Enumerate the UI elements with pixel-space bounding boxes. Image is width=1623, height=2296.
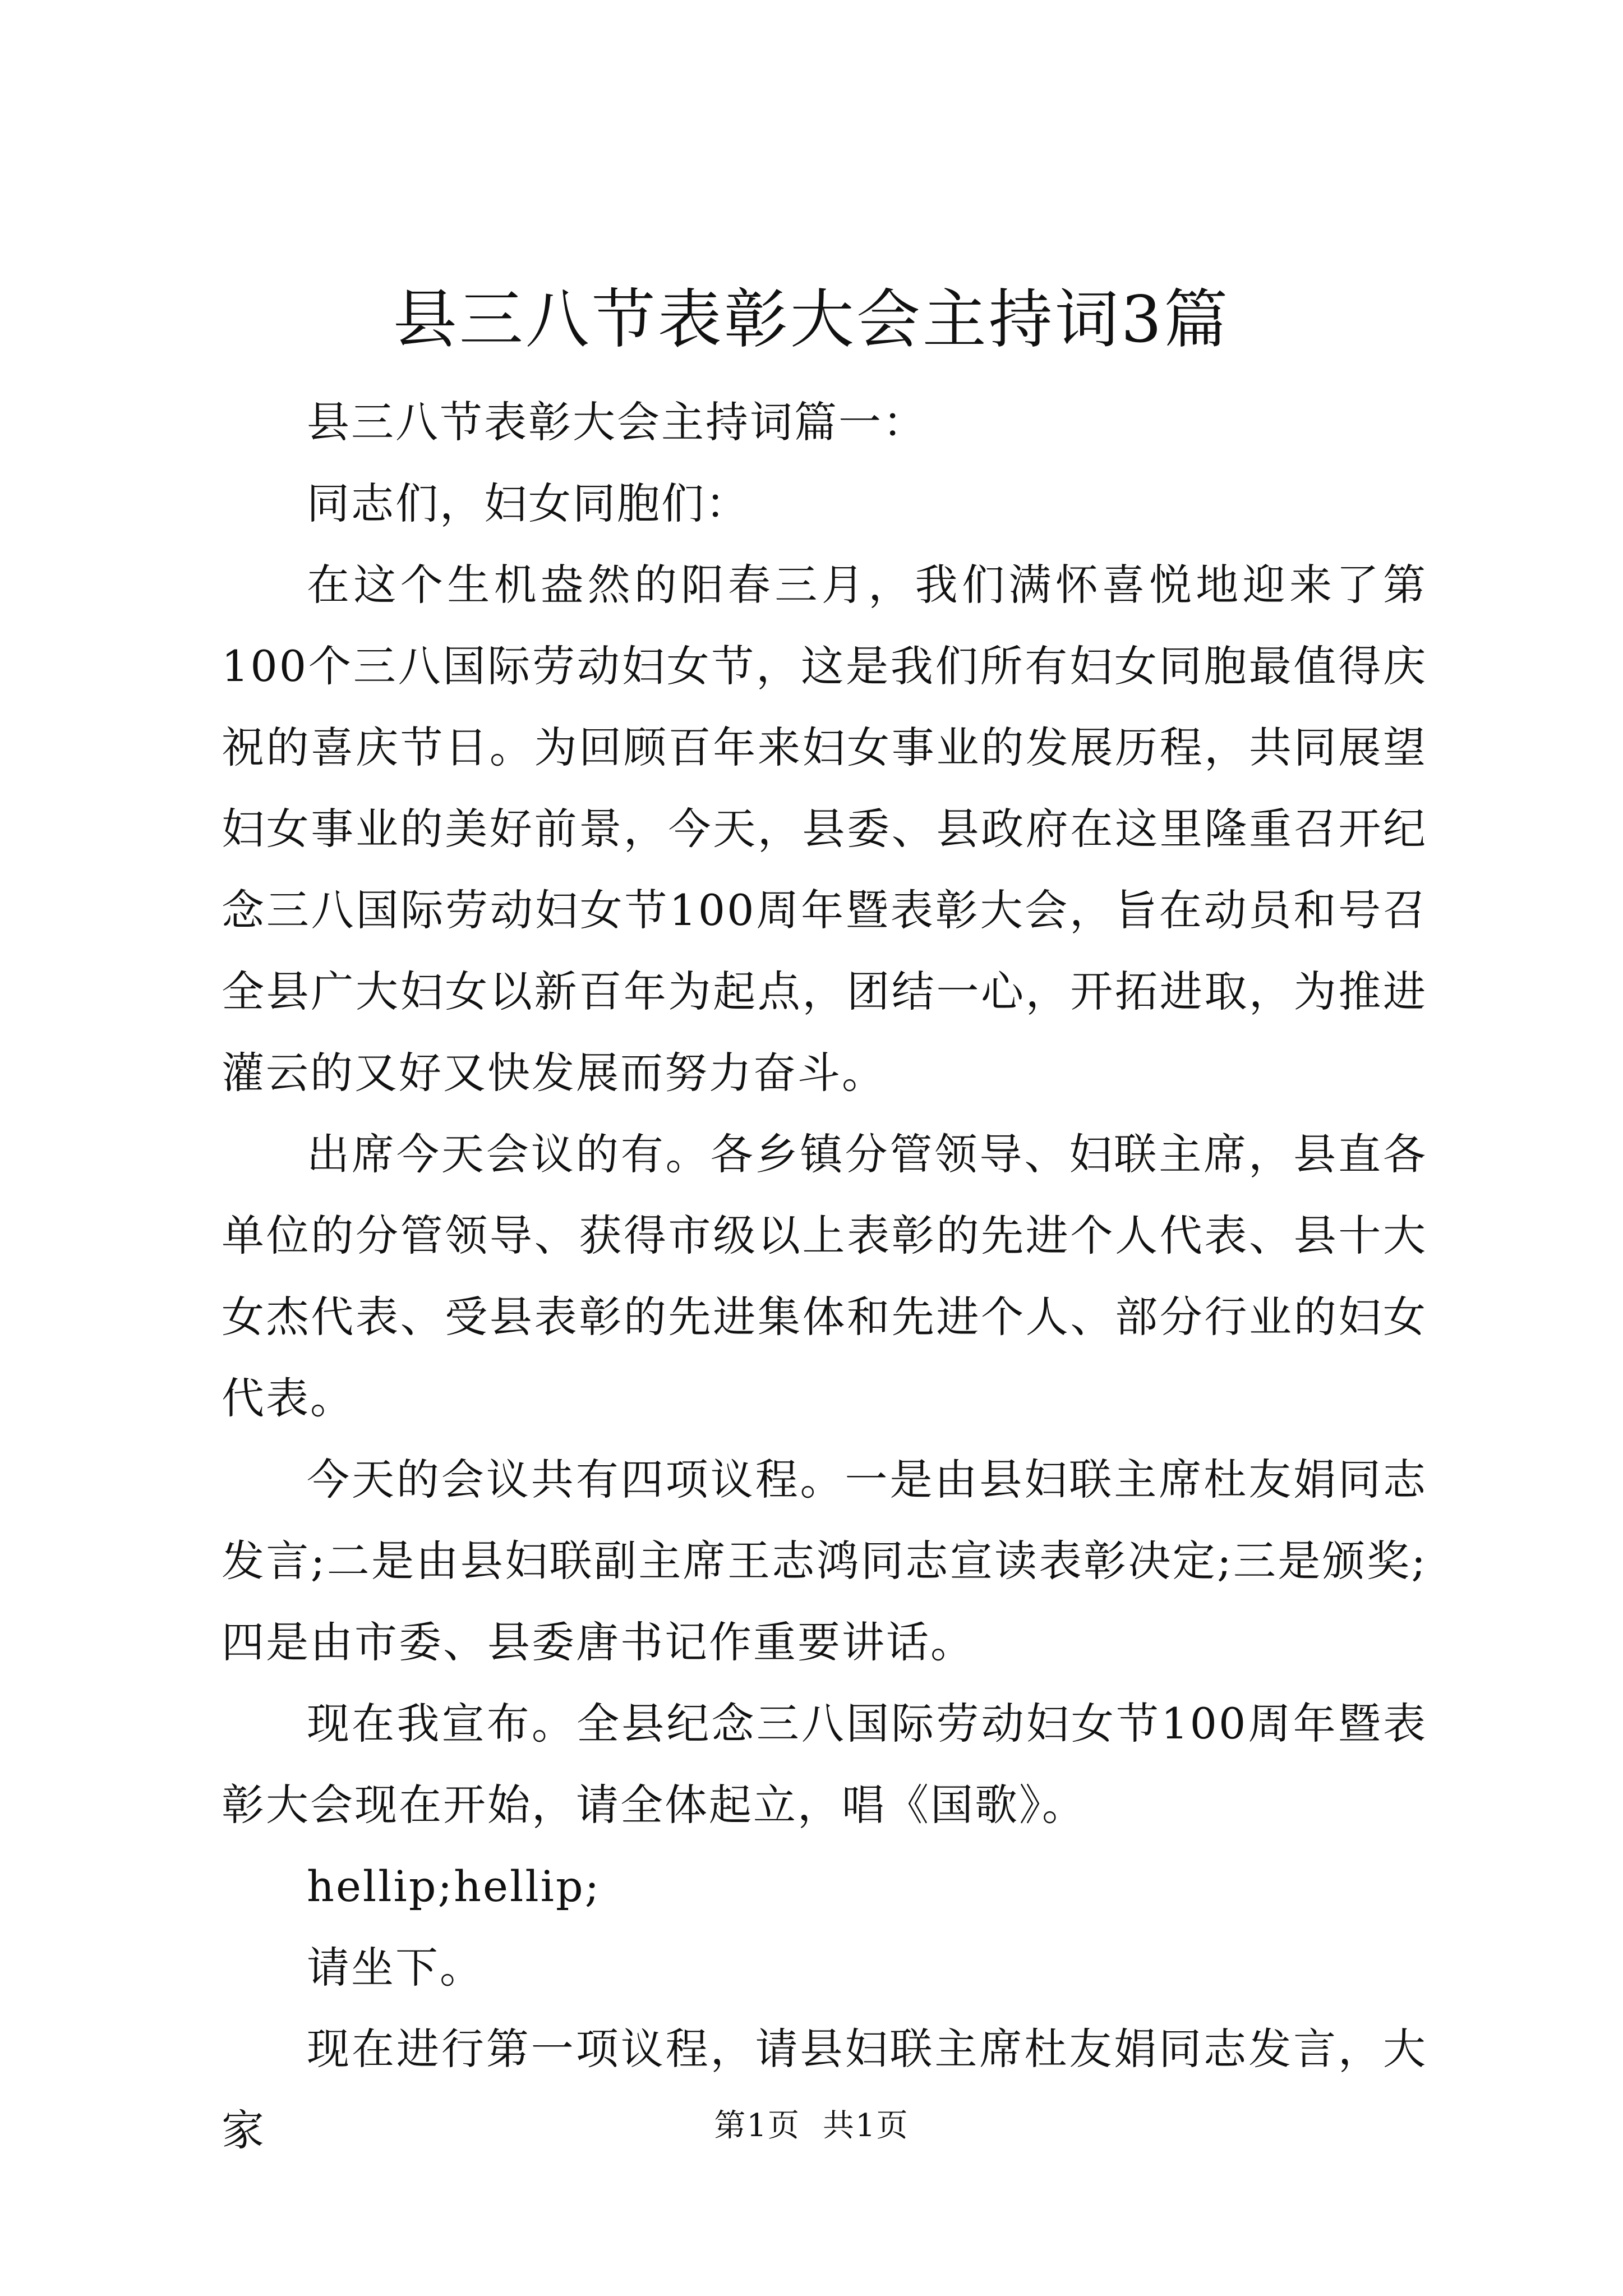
- paragraph-heading: 县三八节表彰大会主持词篇一：: [307, 397, 927, 447]
- paragraph-attendees: 出席今天会议的有。各乡镇分管领导、妇联主席，县直各单位的分管领导、获得市级以上表彰的先进个人代表、县十大女杰代表、受县表彰的先进集体和先进个人、部分行业的妇女代表。: [222, 1129, 1427, 1423]
- paragraph-agenda: 今天的会议共有四项议程。一是由县妇联主席杜友娟同志发言;二是由县妇联副主席王志鸿同志宣读表彰决定;三是颁奖;四是由市委、县委唐书记作重要讲话。: [222, 1455, 1427, 1667]
- paragraph-first-item: 现在进行第一项议程，请县妇联主席杜友娟同志发言，大家: [222, 2024, 1427, 2155]
- document-body: [222, 381, 1427, 2171]
- page-number-total: 共1页: [823, 2108, 909, 2144]
- paragraph-announcement: 现在我宣布。全县纪念三八国际劳动妇女节100周年暨表彰大会现在开始，请全体起立，唱《国歌》。: [222, 1699, 1427, 1830]
- page-footer: [0, 2104, 1623, 2148]
- document-title: 县三八节表彰大会主持词3篇: [393, 282, 1230, 357]
- paragraph-sit-down: 请坐下。: [307, 1943, 484, 1993]
- paragraph-opening: 在这个生机盎然的阳春三月，我们满怀喜悦地迎来了第100个三八国际劳动妇女节，这是我们所有妇女同胞最值得庆祝的喜庆节日。为回顾百年来妇女事业的发展历程，共同展望妇女事业的美好前景，今天，县委、县政府在这里隆重召开纪念三八国际劳动妇女节100周年暨表彰大会，旨在动员和号召全县广大妇女以新百年为起点，团结一心，开拓进取，为推进灌云的又好又快发展而努力奋斗。: [222, 560, 1427, 1098]
- paragraph-ellipsis: hellip;hellip;: [307, 1861, 601, 1911]
- page-number-current: 第1页: [714, 2108, 800, 2144]
- paragraph-salutation: 同志们，妇女同胞们：: [307, 478, 750, 528]
